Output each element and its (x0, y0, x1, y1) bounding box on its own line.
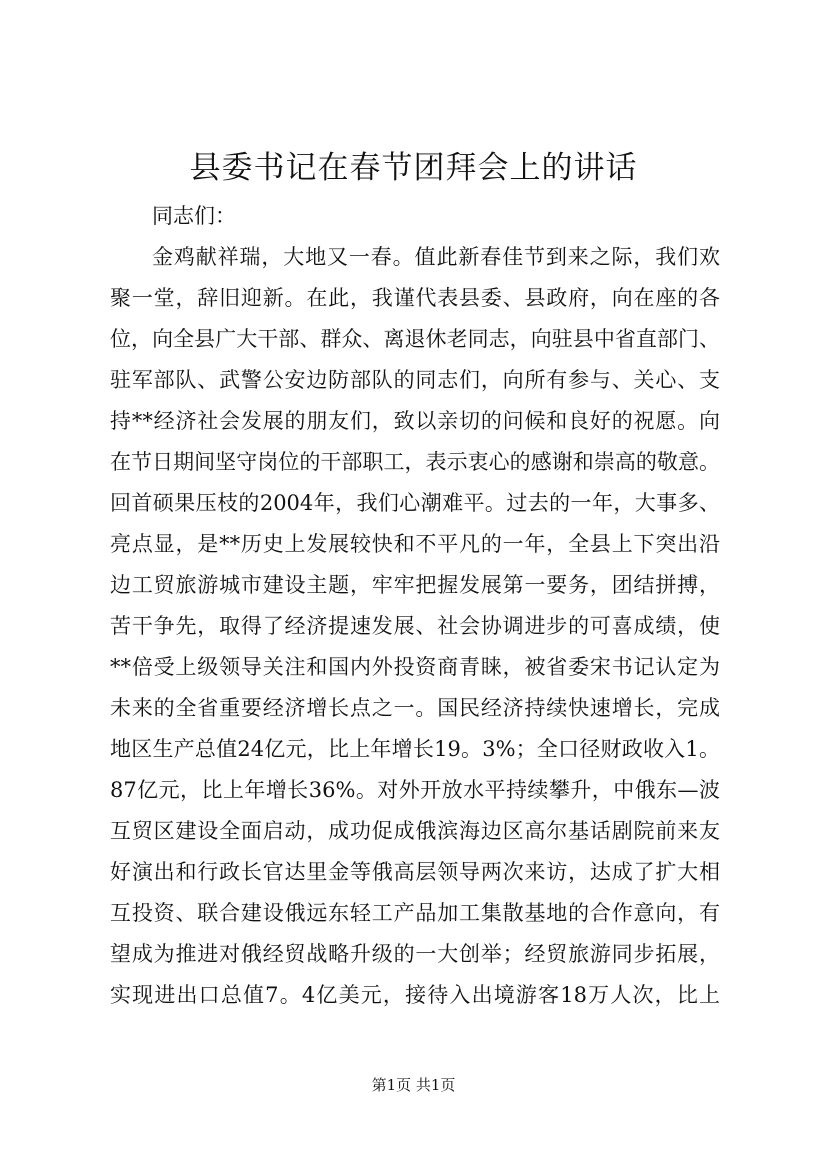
body-line: 苦干争先，取得了经济提速发展、社会协调进步的可喜成绩，使 (110, 614, 720, 638)
body-line: 回首硕果压枝的2004年，我们心潮难平。过去的一年，大事多、 (110, 491, 720, 515)
body-line: **倍受上级领导关注和国内外投资商青睐，被省委宋书记认定为 (110, 655, 720, 679)
salutation: 同志们： (152, 204, 236, 228)
body-line: 未来的全省重要经济增长点之一。国民经济持续快速增长，完成 (110, 696, 720, 720)
document-body (110, 196, 720, 1016)
body-line: 位，向全县广大干部、群众、离退休老同志，向驻县中省直部门、 (110, 327, 720, 351)
body-line: 地区生产总值24亿元，比上年增长19。3%；全口径财政收入1。 (110, 737, 720, 761)
body-line: 87亿元，比上年增长36%。对外开放水平持续攀升，中俄东—波 (110, 778, 720, 802)
body-line: 望成为推进对俄经贸战略升级的一大创举；经贸旅游同步拓展， (110, 942, 720, 966)
body-line: 驻军部队、武警公安边防部队的同志们，向所有参与、关心、支 (110, 368, 720, 392)
body-line: 实现进出口总值7。4亿美元，接待入出境游客18万人次，比上 (110, 983, 720, 1007)
body-line: 亮点显，是**历史上发展较快和不平凡的一年，全县上下突出沿 (110, 532, 720, 556)
body-line: 互投资、联合建设俄远东轻工产品加工集散基地的合作意向，有 (110, 901, 720, 925)
body-line: 在节日期间坚守岗位的干部职工，表示衷心的感谢和崇高的敬意。 (110, 450, 720, 474)
body-line: 边工贸旅游城市建设主题，牢牢把握发展第一要务，团结拼搏， (110, 573, 720, 597)
body-line: 聚一堂，辞旧迎新。在此，我谨代表县委、县政府，向在座的各 (110, 286, 720, 310)
body-line: 好演出和行政长官达里金等俄高层领导两次来访，达成了扩大相 (110, 860, 720, 884)
page-footer: 第1页 共1页 (371, 1076, 456, 1094)
body-line: 持**经济社会发展的朋友们，致以亲切的问候和良好的祝愿。向 (110, 409, 720, 433)
body-line: 金鸡献祥瑞，大地又一春。值此新春佳节到来之际，我们欢 (152, 245, 720, 269)
body-line: 互贸区建设全面启动，成功促成俄滨海边区高尔基话剧院前来友 (110, 819, 720, 843)
document-title: 县委书记在春节团拜会上的讲话 (189, 150, 638, 186)
